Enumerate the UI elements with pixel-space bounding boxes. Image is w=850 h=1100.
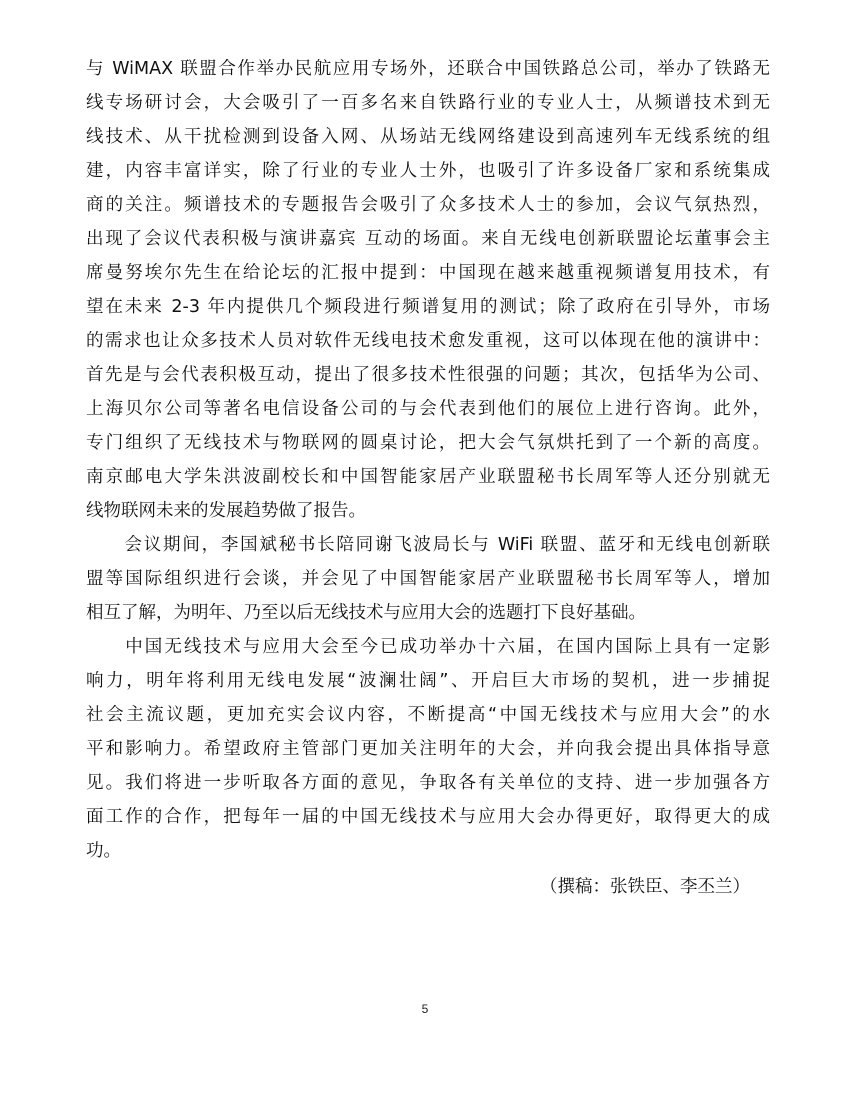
text-line: 上海贝尔公司等著名电信设备公司的与会代表到他们的展位上进行咨询。此外， bbox=[86, 399, 770, 419]
text-line: 建，内容丰富详实，除了行业的专业人士外，也吸引了许多设备厂家和系统集成 bbox=[86, 161, 770, 181]
text-line: 功。 bbox=[86, 841, 121, 861]
text-line: 线专场研讨会，大会吸引了一百多名来自铁路行业的专业人士，从频谱技术到无 bbox=[86, 93, 770, 113]
page-number: 5 bbox=[421, 1002, 429, 1016]
text-line: 线技术、从干扰检测到设备入网、从场站无线网络建设到高速列车无线系统的组 bbox=[86, 127, 770, 147]
text-line: 出现了会议代表积极与演讲嘉宾 互动的场面。来自无线电创新联盟论坛董事会主 bbox=[86, 229, 770, 249]
text-line: 见。我们将进一步听取各方面的意见，争取各有关单位的支持、进一步加强各方 bbox=[86, 773, 770, 793]
text-line: 社会主流议题，更加充实会议内容，不断提高“中国无线技术与应用大会”的水 bbox=[86, 705, 770, 725]
text-line: 席曼努埃尔先生在给论坛的汇报中提到：中国现在越来越重视频谱复用技术，有 bbox=[86, 263, 770, 283]
text-line: 南京邮电大学朱洪波副校长和中国智能家居产业联盟秘书长周军等人还分别就无 bbox=[86, 467, 770, 487]
text-line: 盟等国际组织进行会谈，并会见了中国智能家居产业联盟秘书长周军等人，增加 bbox=[86, 569, 770, 589]
text-line: 望在未来 2-3 年内提供几个频段进行频谱复用的测试；除了政府在引导外，市场 bbox=[86, 297, 770, 317]
author-signature: （撰稿：张铁臣、李丕兰） bbox=[540, 877, 750, 897]
text-line: 会议期间，李国斌秘书长陪同谢飞波局长与 WiFi 联盟、蓝牙和无线电创新联 bbox=[86, 535, 770, 555]
text-line: 首先是与会代表积极互动，提出了很多技术性很强的问题；其次，包括华为公司、 bbox=[86, 365, 770, 385]
body-text bbox=[86, 52, 770, 868]
text-line: 的需求也让众多技术人员对软件无线电技术愈发重视，这可以体现在他的演讲中： bbox=[86, 331, 770, 351]
text-line: 与 WiMAX 联盟合作举办民航应用专场外，还联合中国铁路总公司，举办了铁路无 bbox=[86, 59, 770, 79]
text-line: 相互了解，为明年、乃至以后无线技术与应用大会的选题打下良好基础。 bbox=[86, 603, 646, 623]
text-line: 中国无线技术与应用大会至今已成功举办十六届，在国内国际上具有一定影 bbox=[86, 637, 770, 657]
text-line: 线物联网未来的发展趋势做了报告。 bbox=[86, 501, 366, 521]
text-line: 面工作的合作，把每年一届的中国无线技术与应用大会办得更好，取得更大的成 bbox=[86, 807, 770, 827]
text-line: 平和影响力。希望政府主管部门更加关注明年的大会，并向我会提出具体指导意 bbox=[86, 739, 770, 759]
text-line: 专门组织了无线技术与物联网的圆桌讨论，把大会气氛烘托到了一个新的高度。 bbox=[86, 433, 770, 453]
text-line: 商的关注。频谱技术的专题报告会吸引了众多技术人士的参加，会议气氛热烈， bbox=[86, 195, 770, 215]
text-line: 响力，明年将利用无线电发展“波澜壮阔”、开启巨大市场的契机，进一步捕捉 bbox=[86, 671, 770, 691]
